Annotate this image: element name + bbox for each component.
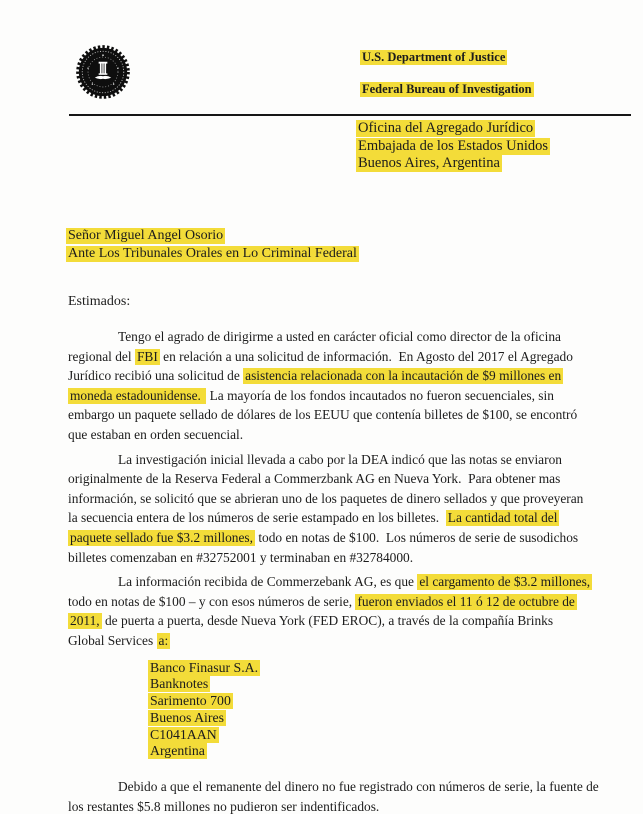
plain-text: La mayoría de los fondos incautados no fueron secuenciales, sin [206, 387, 554, 403]
text-line [68, 327, 643, 347]
letterhead-agency-block [360, 50, 534, 114]
highlighted-text: Embajada de los Estados Unidos [358, 137, 549, 154]
plain-text: Jurídico recibió una solicitud de [68, 368, 244, 384]
plain-text: embargo un paquete sellado de dólares de los EEUU que contenía billetes de $100, se encontró [68, 407, 578, 423]
highlighted-text: FBI [136, 348, 158, 364]
highlighted-text: Buenos Aires, Argentina [358, 155, 500, 171]
plain-text: billetes comenzaban en #32752001 y terminaban en #32784000. [68, 549, 414, 565]
plain-text: Debido a que el remanente del dinero no fue registrado con números de serie, la fuente de [118, 779, 599, 795]
text-line [68, 405, 643, 425]
text-line [68, 548, 643, 568]
highlighted-text: a: [158, 632, 169, 648]
plain-text: información, se solicitó que se abrieran uno de los paquetes de dinero sellados y que proveyeran [68, 490, 584, 506]
address-line [148, 693, 643, 710]
plain-text: la secuencia entera de los números de serie estampado en los billetes. [68, 510, 446, 526]
highlighted-text: Banco Finasur S.A. [150, 659, 259, 675]
shipping-address-block [148, 660, 643, 761]
plain-text: los restantes $5.8 millones no pudieron ser indentificados. [68, 798, 380, 814]
text-line [66, 245, 359, 263]
plain-text: de puerta a puerta, desde Nueva York (FED EROC), a través de la compañía Brinks [101, 613, 554, 629]
highlighted-text: 2011, [70, 613, 100, 629]
highlighted-text: el cargamento de $3.2 millones, [419, 574, 591, 590]
letterhead-divider [69, 114, 631, 116]
text-line [356, 120, 550, 138]
address-line [148, 710, 643, 727]
text-line [68, 450, 643, 470]
paragraph [68, 450, 643, 568]
text-line [68, 777, 643, 797]
bureau-line [360, 82, 534, 97]
salutation: Estimados: [68, 294, 131, 309]
bureau-text: Federal Bureau of Investigation [362, 82, 532, 96]
text-line [68, 592, 643, 612]
paragraph [68, 572, 643, 650]
highlighted-text: Sarimento 700 [150, 693, 231, 709]
plain-text: Tengo el agrado de dirigirme a usted en carácter oficial como director de la oficina [118, 329, 561, 344]
text-line [66, 227, 359, 245]
plain-text: La información recibida de Commerzebank AG, es que [118, 574, 418, 590]
address-line [148, 743, 643, 760]
text-line [356, 155, 550, 173]
highlighted-text: Banknotes [150, 676, 209, 692]
highlighted-text: Ante Los Tribunales Orales en Lo Criminal Federal [68, 245, 357, 261]
text-line [68, 489, 643, 509]
highlighted-text: La cantidad total del [447, 510, 558, 526]
text-line [68, 528, 643, 548]
text-line [68, 572, 643, 592]
department-text: U.S. Department of Justice [362, 50, 506, 64]
plain-text: todo en notas de $100 – y con esos números de serie, [68, 593, 356, 609]
text-line [68, 469, 643, 489]
highlighted-text: Buenos Aires [150, 709, 224, 725]
plain-text: La investigación inicial llevada a cabo por la DEA indicó que las notas se enviaron [118, 451, 562, 467]
plain-text: en relación a una solicitud de información. En Agosto del 2017 el Agregado [159, 348, 573, 364]
highlighted-text: fueron enviados el 11 ó 12 de octubre de [357, 593, 575, 609]
text-line [68, 366, 643, 386]
text-line [68, 797, 643, 814]
highlighted-text: C1041AAN [150, 726, 217, 742]
plain-text: todo en notas de $100. Los números de serie de susodichos [254, 529, 579, 545]
highlighted-text: Señor Miguel Angel Osorio [68, 228, 224, 243]
text-line [68, 508, 643, 528]
highlighted-text: asistencia relacionada con la incautación de $9 millones en [245, 368, 562, 384]
plain-text: regional del [68, 348, 135, 364]
plain-text: originalmente de la Reserva Federal a Commerzbank AG en Nueva York. Para obtener mas [68, 471, 561, 487]
highlighted-text: Oficina del Agregado Jurídico [358, 120, 534, 136]
highlighted-text: moneda estadounidense. [70, 387, 205, 403]
office-address-block [356, 120, 550, 173]
paragraph [68, 777, 643, 814]
letter-body [68, 327, 643, 814]
text-line [68, 386, 643, 406]
text-line [356, 138, 550, 156]
address-line [148, 727, 643, 744]
address-line [148, 676, 643, 693]
paragraph [68, 327, 643, 445]
plain-text: Global Services [68, 632, 157, 648]
text-line [68, 347, 643, 367]
department-line [360, 50, 534, 65]
highlighted-text: paquete sellado fue $3.2 millones, [70, 529, 253, 545]
fbi-seal-icon [74, 43, 132, 101]
plain-text: que estaban en orden secuencial. [68, 426, 244, 442]
address-line [148, 660, 643, 677]
recipient-block [66, 227, 359, 262]
text-line [68, 425, 643, 445]
highlighted-text: Argentina [150, 743, 205, 759]
text-line [68, 611, 643, 631]
text-line [68, 631, 643, 651]
